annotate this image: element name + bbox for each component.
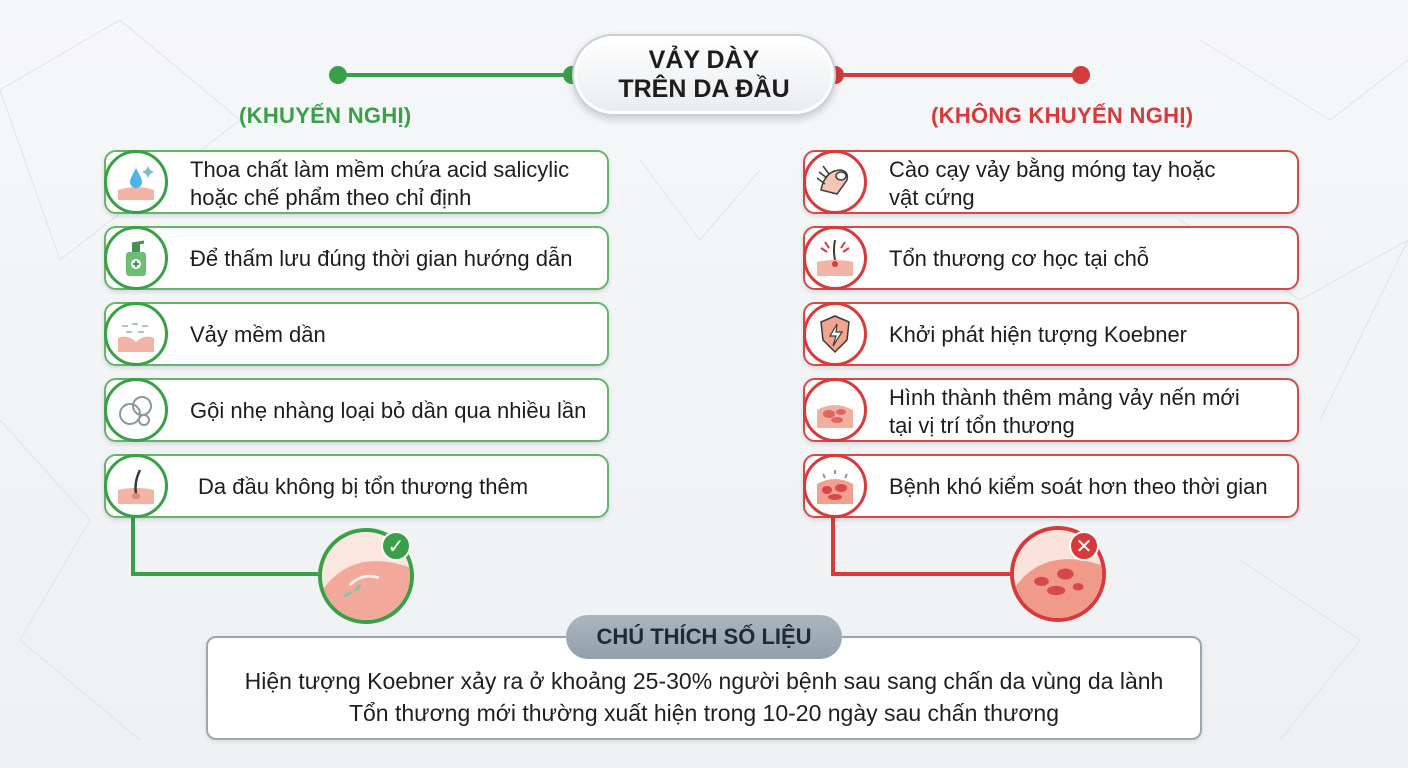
skin-injury-icon (803, 226, 867, 290)
recommended-item-4 (104, 378, 609, 442)
recommended-item-3 (104, 302, 609, 366)
not-recommended-heading: (KHÔNG KHUYẾN NGHỊ) (931, 103, 1194, 128)
not-recommended-item-4 (803, 378, 1299, 442)
recommended-item-2 (104, 226, 609, 290)
not-recommended-item-2-line-1: Tổn thương cơ học tại chỗ (889, 246, 1150, 271)
title-line-1: VẢY DÀY (648, 46, 760, 74)
not-recommended-item-5 (803, 454, 1299, 518)
recommended-item-3-line-1: Vảy mềm dần (190, 322, 326, 347)
lotion-bottle-icon (104, 226, 168, 290)
check-icon: ✓ (381, 531, 411, 561)
recommended-item-1 (104, 150, 609, 214)
not-recommended-item-3 (803, 302, 1299, 366)
recommended-item-2-line-1: Để thấm lưu đúng thời gian hướng dẫn (190, 246, 573, 271)
new-plaque-icon (803, 378, 867, 442)
not-recommended-item-1-line-2: vật cứng (889, 185, 975, 210)
recommended-item-4-line-1: Gội nhẹ nhàng loại bỏ dần qua nhiều lần (190, 398, 587, 423)
not-recommended-item-1 (803, 150, 1299, 214)
cross-icon: ✕ (1069, 531, 1099, 561)
title-line-2: TRÊN DA ĐẦU (618, 75, 790, 103)
fingernail-scratch-icon (803, 150, 867, 214)
hair-follicle-icon (104, 454, 168, 518)
recommended-item-5-line-1: Da đầu không bị tổn thương thêm (198, 474, 529, 499)
droplet-skin-icon (104, 150, 168, 214)
softening-skin-icon (104, 302, 168, 366)
lightning-shield-icon (803, 302, 867, 366)
not-recommended-item-3-line-1: Khởi phát hiện tượng Koebner (889, 322, 1187, 347)
recommended-item-1-line-2: hoặc chế phẩm theo chỉ định (190, 185, 472, 210)
note-line-1: Hiện tượng Koebner xảy ra ở khoảng 25-30% người bệnh sau sang chấn da vùng da lành (244, 668, 1164, 694)
recommended-item-5 (104, 454, 609, 518)
bubbles-icon (104, 378, 168, 442)
not-recommended-item-5-line-1: Bệnh khó kiểm soát hơn theo thời gian (889, 474, 1268, 499)
not-recommended-item-1-line-1: Cào cạy vảy bằng móng tay hoặc (889, 157, 1216, 182)
notes-heading: CHÚ THÍCH SỐ LIỆU (566, 615, 842, 659)
not-recommended-item-4-line-2: tại vị trí tổn thương (889, 413, 1075, 438)
note-line-2: Tổn thương mới thường xuất hiện trong 10-20 ngày sau chấn thương (348, 700, 1060, 726)
not-recommended-item-4-line-1: Hình thành thêm mảng vảy nến mới (889, 385, 1240, 410)
not-recommended-item-2 (803, 226, 1299, 290)
inflamed-skin-icon (803, 454, 867, 518)
recommended-heading: (KHUYẾN NGHỊ) (239, 103, 412, 128)
recommended-item-1-line-1: Thoa chất làm mềm chứa acid salicylic (190, 157, 570, 182)
